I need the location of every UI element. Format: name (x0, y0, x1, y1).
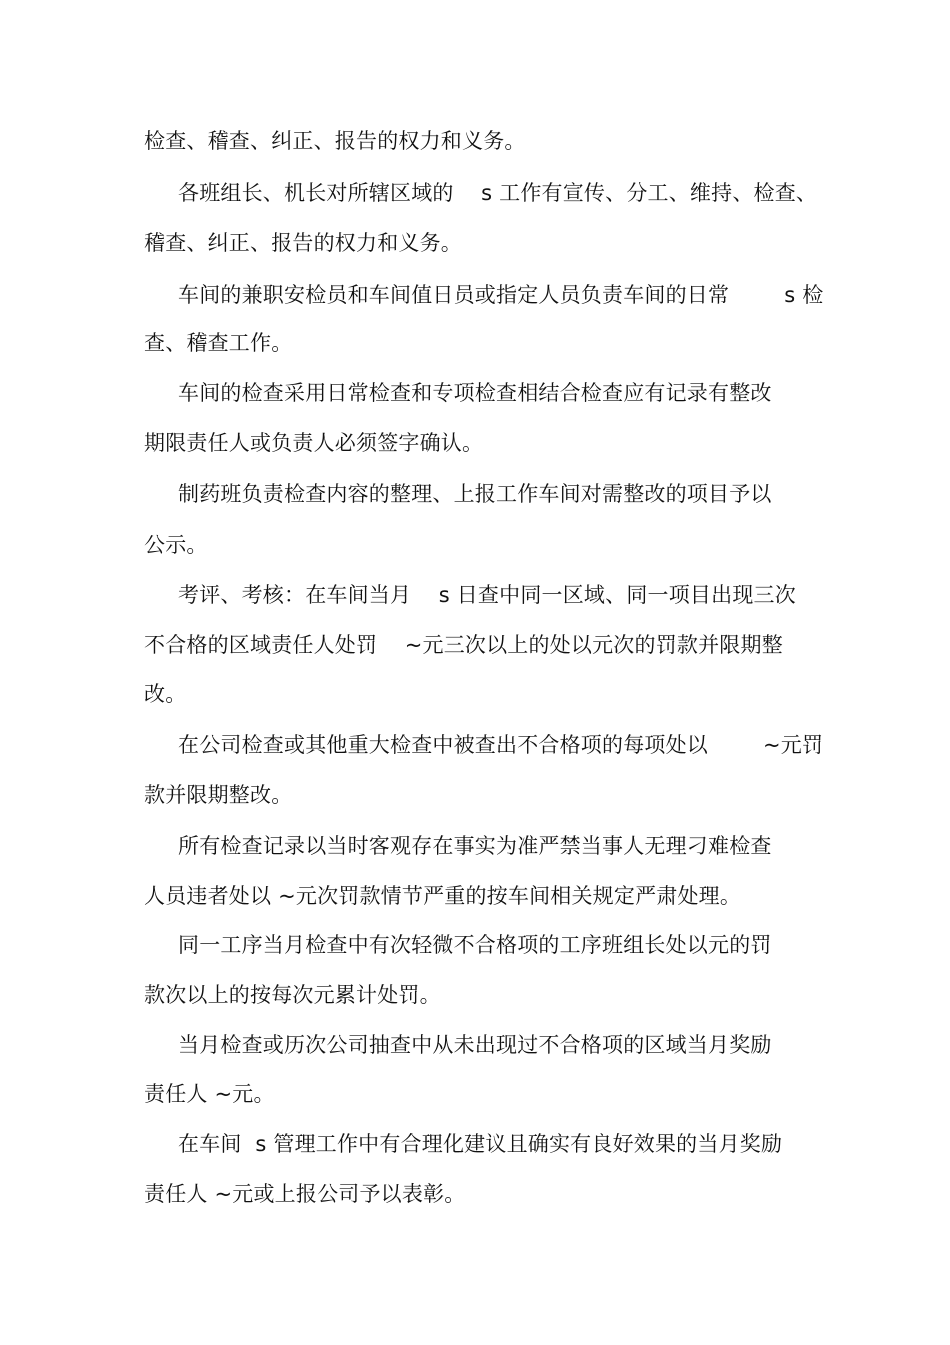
paragraph-line-17: 款次以上的按每次元累计处罚。 (144, 983, 441, 1007)
paragraph-line-21: 责任人 ~元或上报公司予以表彰。 (144, 1182, 466, 1206)
paragraph-line-19: 责任人 ~元。 (144, 1082, 275, 1106)
paragraph-line-8: 公示。 (144, 533, 208, 557)
paragraph-line-1: 各班组长、机长对所辖区域的 s 工作有宣传、分工、维持、检查、 (178, 181, 818, 205)
paragraph-line-2: 稽查、纠正、报告的权力和义务。 (144, 231, 462, 255)
text-line-1: 检查、稽查、纠正、报告的权力和义务。 (144, 129, 526, 153)
paragraph-line-10: 不合格的区域责任人处罚 ~元三次以上的处以元次的罚款并限期整 (144, 633, 783, 657)
paragraph-line-9: 考评、考核：在车间当月 s 日查中同一区域、同一项目出现三次 (178, 583, 796, 607)
paragraph-line-7: 制药班负责检查内容的整理、上报工作车间对需整改的项目予以 (178, 482, 772, 506)
paragraph-line-12: 在公司检查或其他重大检查中被查出不合格项的每项处以 ~元罚 (178, 733, 824, 757)
paragraph-line-15: 人员违者处以 ~元次罚款情节严重的按车间相关规定严肃处理。 (144, 884, 742, 908)
paragraph-line-20: 在车间 s 管理工作中有合理化建议且确实有良好效果的当月奖励 (178, 1132, 783, 1156)
paragraph-line-6: 期限责任人或负责人必须签字确认。 (144, 431, 484, 455)
paragraph-line-13: 款并限期整改。 (144, 783, 293, 807)
paragraph-line-3: 车间的兼职安检员和车间值日员或指定人员负责车间的日常 s 检 (178, 283, 824, 307)
paragraph-line-18: 当月检查或历次公司抽查中从未出现过不合格项的区域当月奖励 (178, 1033, 772, 1057)
paragraph-line-5: 车间的检查采用日常检查和专项检查相结合检查应有记录有整改 (178, 381, 772, 405)
paragraph-line-11: 改。 (144, 682, 187, 706)
paragraph-line-14: 所有检查记录以当时客观存在事实为准严禁当事人无理刁难检查 (178, 834, 772, 858)
paragraph-line-4: 查、稽查工作。 (144, 331, 293, 355)
paragraph-line-16: 同一工序当月检查中有次轻微不合格项的工序班组长处以元的罚 (178, 933, 772, 957)
